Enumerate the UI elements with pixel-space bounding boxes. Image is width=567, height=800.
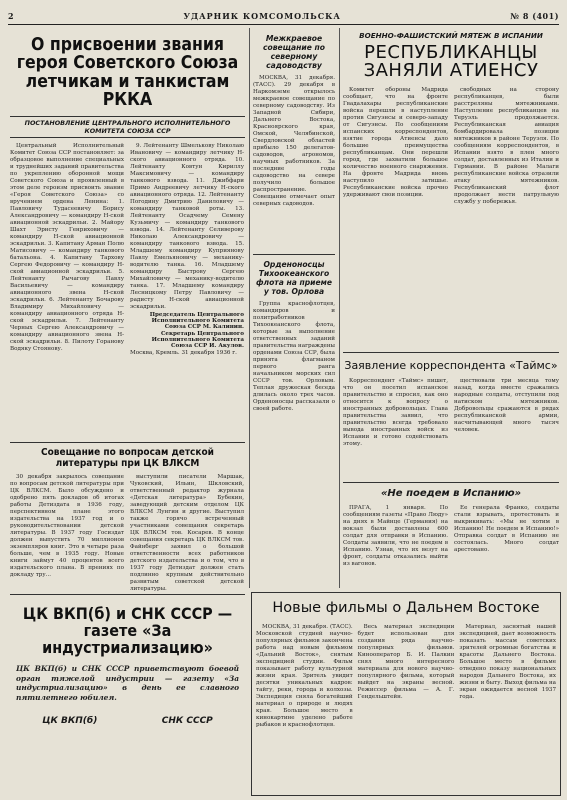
children-literature-article — [10, 446, 245, 591]
athens-kicker: ВОЕННО-ФАШИСТСКИЙ МЯТЕЖ В ИСПАНИИ — [359, 31, 543, 40]
times-article — [343, 356, 559, 480]
hero-article — [10, 30, 245, 440]
divider — [10, 594, 245, 595]
children-title: Совещание по вопросам детской литературы при ЦК ВЛКСМ — [41, 447, 214, 469]
times-title: Заявление корреспондента «Таймс» — [344, 359, 558, 372]
no-spain-article — [343, 486, 559, 588]
times-col2: ществовали три месяца тому назад, когда вместе сражались народные солдаты, отступили под натиском мятежников. Добровольцы сражаются в рядах республиканской армии, насчитывающей много тысяч человек. — [454, 377, 559, 433]
north-title: Межкраевое совещание по северному садоводству — [262, 34, 326, 70]
pacific-body: Группа краснофлотцев, командиров и политработников Тихоокеанского флота, которые за выполнение ответственных заданий правительства награждены орденами Союза ССР, была принята флагманом первого ранга начальником морских сил СССР тов. Орловым. Теплая дружеская беседа длилась около трех часов. Орденоносцы рассказали о своей работе. — [253, 301, 335, 412]
pacific-title: Орденоносцы Тихоокеанского флота на приеме у тов. Орлова — [255, 260, 332, 296]
party-signoff-right: СНК СССР — [161, 716, 213, 727]
athens-col2: свободных на сторону республиканцев, были расстреляны мятежниками. Наступление республиканцев на Теруэль продолжается. Республиканская авиация бомбардировала позиции мятежников в районе Теруэля. По сообщениям корреспондентов, в Испании взято в плен много солдат, доставленных из Италии и Германии. В районе Малаги республиканские войска отразили атаку мятежников. Республиканский флот продолжает нести патрульную службу у побережья. — [454, 87, 559, 206]
children-col2: выступили писатели Маршак, Чуковский, Ильин, Шкловский, ответственный редактор журнала «Детская литература» Бубекин, заведующий детским отделом ЦК ВЛКСМ Лунгин и другие. Выступил также горячо встреченный участниками совещания секретарь ЦК ВЛКСМ тов. Косарев. В конце совещания секретарь ЦК ВЛКСМ тов. Файнберг заявил о большой ответственности всех работников детского издательства и о том, что в 1937 году Детиздат должен стать подлинно крупным действительно развитым советской детской литературы. — [130, 474, 244, 591]
hero-body-col1: Центральный Исполнительный Комитет Союза ССР постановляет: за образцовое выполнение специальных и труднейших заданий правительства по укреплению оборонной мощи Советского Союза и проявленный в этом деле героизм присвоить звание «Героя Советского Союза» со вручением ордена Ленина: 1. Павловичу Тудасеевичу Борису Александровичу — командиру Н-ской авиационной эскадрильи. 2. Майору Шахт Эрнсту Генриховичу — командиру Н-ской авиационной эскадрильи. 3. Капитану Арман Полю Матисовичу — командиру танкового батальона. 4. Капитану Тархову Сергею Федоровичу — командиру Н-ской авиационной эскадрильи. 5. Лейтенанту Рычагову Павлу Васильевичу — командиру авиационного звена Н-ской эскадрильи. 6. Лейтенанту Бочарову Владимиру Михайловичу — командиру авиационного отряда Н-ской эскадрильи. 7. Лейтенанту Черных Сергею Александровичу — командиру авиационного звена Н-ской эскадрильи. 8. Пилоту Горанову Водяку Стоянову. — [10, 142, 124, 352]
hero-signature-1: Председатель Центрального Исполнительного Комитета Союза ССР М. Калинин. — [149, 311, 244, 330]
films-article — [251, 592, 561, 796]
films-title: Новые фильмы о Дальнем Востоке — [272, 600, 540, 616]
hero-title: О присвоении звания героя Советского Союза летчикам и танкистам РККА — [16, 35, 239, 111]
no-spain-col2: Ее генерала Франко, солдаты стали взрывать, протестовать и выкрикивать: «Мы не хотим в Испанию! Не поедем в Испанию!» Отправка солдат в Испанию не состоялась. Много солдат арестовано. — [454, 505, 559, 553]
party-title: ЦК ВКП(б) и СНК СССР — газете «За индустриализацию» — [22, 604, 233, 657]
athens-col1: Комитет обороны Мадрида сообщает, что на фронте Гвадалахары республиканские войска перешли в наступление против Сигуэнсы и северо-западу от Сигуэнсы. По сообщениям испанских корреспондентов, взятие города Атиенсы дало большие преимущества республиканцам. Они перешли город, где захватили большое количество военного снаряжения. На фронте Мадрида вновь наступило затишье. Республиканские войска прочно удерживают свои позиции. — [343, 87, 448, 199]
party-greeting-article — [10, 598, 245, 794]
films-col2: Весь материал экспедиции будет использован для создания ряда научно-популярных фильмов. Кинооператор Б. И. Палкин снял много интересного материала для нового научно-популярного фильма, который выйдет на экраны весной. Режиссер фильма — А. Г. Гендельштейн. — [357, 624, 455, 701]
newspaper-name: УДАРНИК КОМСОМОЛЬСКА — [183, 11, 341, 21]
divider — [10, 442, 245, 443]
no-spain-title: «Не поедем в Испанию» — [380, 488, 522, 499]
hero-body-col2: 9. Лейтенанту Шмелькову Николаю Ивановичу — командиру летчику Н-ского авиационного отряда. 10. Лейтенанту Ковтун Кириллу Максимовичу — командиру танкового взвода. 11. Джибфари Примо Андреевичу летчику Н-ского авиационного отряда. 12. Лейтенанту Погодину Дмитрию Даниловичу — командиру танковой роты. 13. Лейтенанту Осадчему Семену Кузьмичу — командиру танкового взвода. 14. Лейтенанту Селиверову Николаю Александровичу — командиру танкового взвода. 15. Младшему командиру Куприянову Павлу Емельяновичу — механику-водителю танка. 16. Младшему командиру Быстрову Сергею Михайловичу — механику-водителю танка. 17. Младшему командиру Лесницкому Петру Павловичу — радисту Н-ской авиационной эскадрильи. — [130, 142, 244, 310]
athens-title: РЕСПУБЛИКАНЦЫ ЗАНЯЛИ АТИЕНСУ — [363, 41, 539, 82]
hero-subtitle: ПОСТАНОВЛЕНИЕ ЦЕНТРАЛЬНОГО ИСПОЛНИТЕЛЬНОГО КОМИТЕТА СОЮЗА ССР — [10, 116, 245, 138]
column-divider — [339, 28, 340, 588]
no-spain-col1: ПРАГА, 1 января. По сообщениям газеты «Право Люду» на днях в Майнце (Германия) на вокзал были доставлены 600 солдат для отправки в Испанию. Солдаты заявили, что не поедем в Испанию. Узнав, что их везут на фронт, солдаты отказались выйти из вагонов. — [343, 505, 448, 567]
running-header — [8, 8, 559, 25]
films-col1: МОСКВА, 31 декабря. (ТАСС). Московской студией научно-популярных фильмов закончена работа над новым фильмом «Дальний Восток», снятым экспедицией студии. Фильм показывает работу культурной жизни края. Зритель увидит десятки уникальных кадров: тайгу, реки, города и колхозы. Экспедиция сняла богатейший материал о природе и людях края. Большое место в кинокартине уделено работе рыбаков и краснофлотцев. — [256, 624, 353, 729]
hero-signature-2: Секретарь Центрального Исполнительного Комитета Союза ССР И. Акулов. — [151, 330, 244, 349]
hero-place: Москва, Кремль. 31 декабря 1936 г. — [130, 349, 237, 356]
films-col3: Материал, заснятый нашей экспедицией, дает возможность показать массам советских зрителей огромные богатства и красоты Дальнего Востока. Большое место в фильме отведено показу национальных народов Дальнего Востока, их жизни и быту. Выход фильма на экран ожидается весной 1937 года. — [459, 624, 557, 701]
children-col1: 30 декабря закрылось совещание по вопросам детской литературы при ЦК ВЛКСМ. Было обсуждено и одобрено пять докладов об итогах работы Детиздата в 1936 году, перспективном плане этого издательства на 1937 год и о руководительствовании детской литературы. В 1937 году Госиздат должен выпустить 70 миллионов экземпляров книг. Это в четыре раза больше, чем в 1935 году. Новые книги займут 40 процентов всего издательского плана. В прениях по докладу тру... — [10, 474, 124, 578]
column-divider — [249, 28, 250, 588]
page-number: 2 — [8, 11, 15, 21]
athens-article — [343, 30, 559, 350]
divider — [343, 482, 559, 483]
north-body: МОСКВА, 31 декабря. (ТАСС). 29 декабря в Наркомземе открылось межкраевое совещание по северному садоводству. Из Западной Сибири, Дальнего Востока, Красноярского края, Омской, Челябинской, Свердловской областей прибыло 150 делегатов-садоводов, агрономов, научных работников. За последние годы садоводство на севере получило большое распространение. Совещание отмечает опыт северных садоводов. — [253, 75, 335, 207]
divider — [253, 254, 335, 255]
divider — [343, 352, 559, 353]
pacific-fleet-article — [253, 258, 335, 588]
north-gardening-article — [253, 30, 335, 252]
party-body: ЦК ВКП(б) и СНК СССР приветствуют боевой орган тяжелой индустрии — газету «За индустриализацию» в день ее славного пятилетнего юбилея. — [16, 664, 239, 702]
party-signoff-left: ЦК ВКП(б) — [42, 716, 98, 727]
times-col1: Корреспондент «Таймс» пишет, что он посетил испанское правительство и спросил, как оно относится к вопросу о иностранных добровольцах. Глава правительства заявил, что правительство всегда требовало вывода иностранных войск из Испании и готово содействовать этому. — [343, 377, 448, 447]
issue-number: № 8 (401) — [510, 11, 559, 21]
